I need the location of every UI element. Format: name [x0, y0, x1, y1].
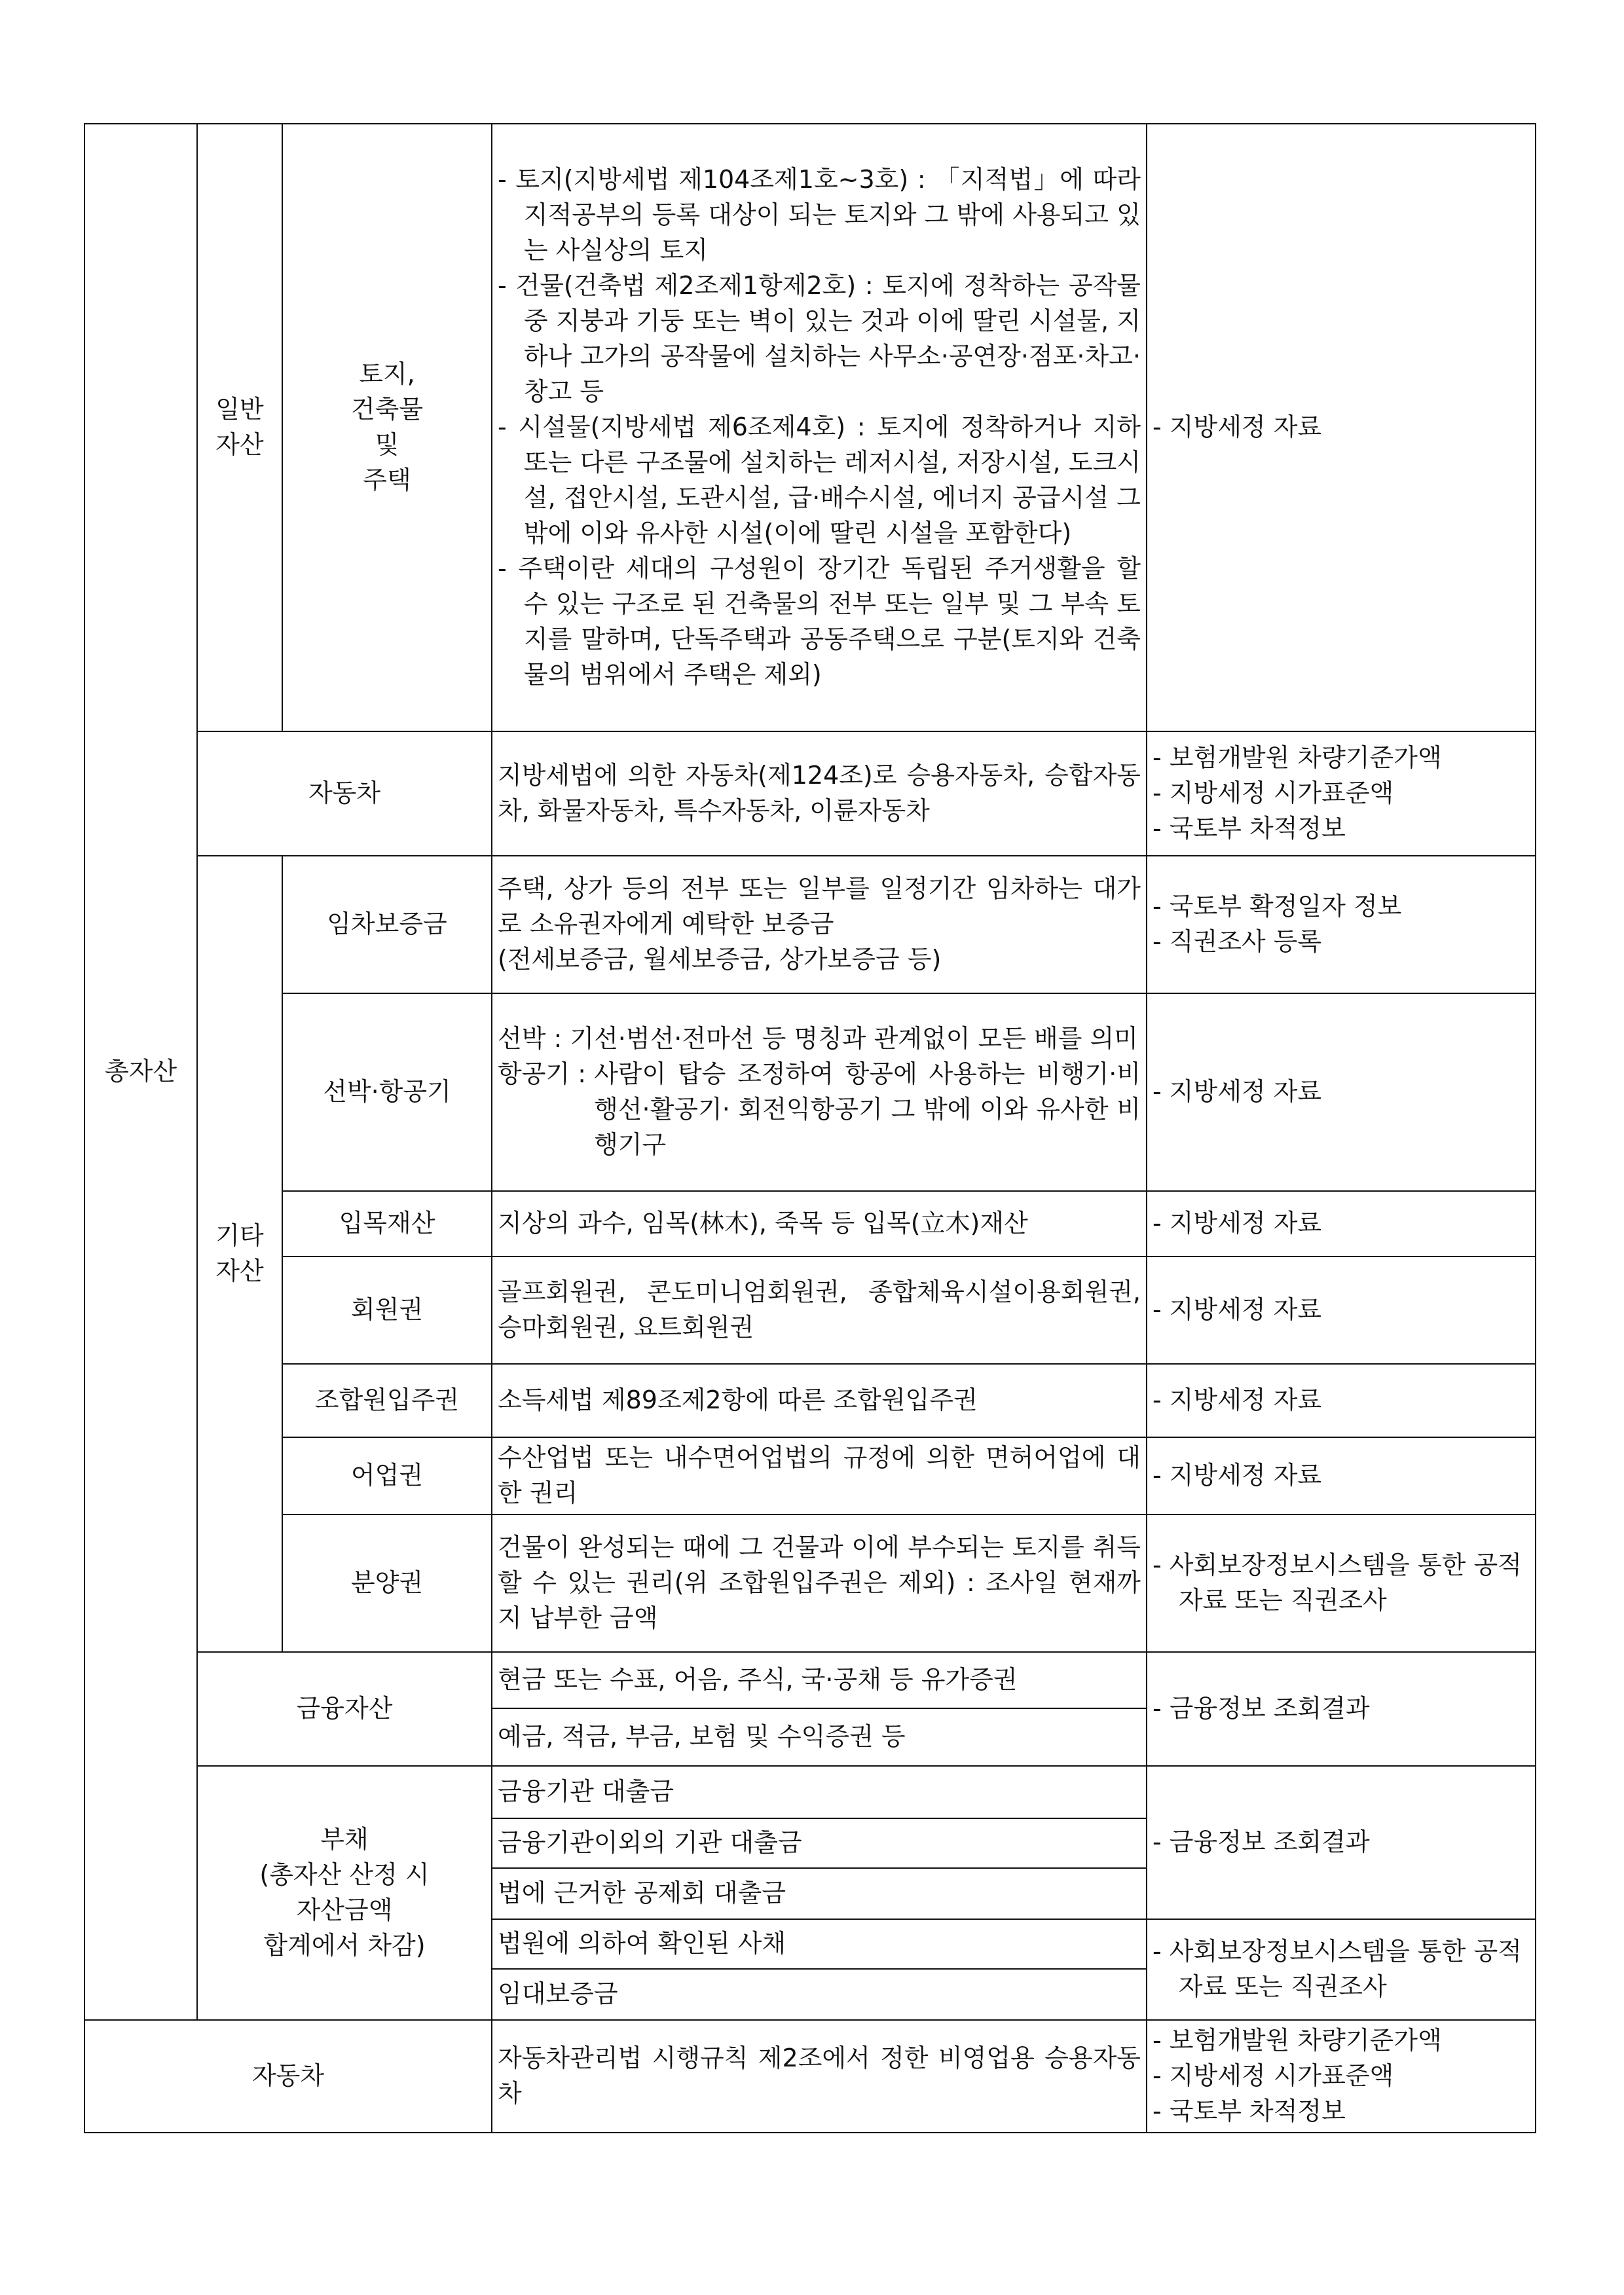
car-source-item: - 지방세정 시가표준액 [1153, 779, 1394, 808]
membership-desc: 골프회원권, 콘도미니엄회원권, 종합체육시설이용회원권, 승마회원권, 요트회원권 [492, 1257, 1147, 1364]
facility-bullet: - 시설물(지방세법 제6조제4호) : 토지에 정착하거나 지하 또는 다른 구조물에 설치하는 레저시설, 저장시설, 도크시설, 접안시설, 도관시설, 급·배수시설, 에너지 공급시설 그 밖에 이와 유사한 시설(이에 딸린 시설을 포함한다) [498, 413, 1141, 547]
asset-criteria-table [84, 123, 1536, 2133]
car-bottom-source-item: - 지방세정 시가표준액 [1153, 2061, 1394, 2090]
debt-source-financial: - 금융정보 조회결과 [1147, 1766, 1536, 1919]
debt-source-other [1147, 1919, 1536, 2020]
fishing-right-source: - 지방세정 자료 [1147, 1437, 1536, 1515]
car-bottom-label: 자동차 [84, 2020, 492, 2133]
other-assets-label [197, 856, 282, 1652]
car-source-item: - 보험개발원 차량기준가액 [1153, 743, 1442, 773]
deposit-source-item: - 국토부 확정일자 정보 [1153, 892, 1402, 921]
membership-source: - 지방세정 자료 [1147, 1257, 1536, 1364]
ship-aircraft-source: - 지방세정 자료 [1147, 993, 1536, 1191]
realestate-label [282, 124, 492, 731]
car-bottom-source-item: - 보험개발원 차량기준가액 [1153, 2025, 1442, 2055]
timber-label: 입목재산 [282, 1191, 492, 1257]
financial-label: 금융자산 [197, 1652, 492, 1766]
ship-term: 선박 : [498, 1024, 570, 1054]
label-line: 자산금액 [296, 1895, 393, 1924]
car-bottom-desc: 자동차관리법 시행규칙 제2조에서 정한 비영업용 승용자동차 [492, 2020, 1147, 2133]
building-bullet: - 건물(건축법 제2조제1항제2호) : 토지에 정착하는 공작물 중 지붕과 기둥 또는 벽이 있는 것과 이에 딸린 시설물, 지하나 고가의 공작물에 설치하는 사무소·공연장·점포·차고·창고 등 [498, 271, 1141, 407]
debt-source-other-text: - 사회보장정보시스템을 통한 공적자료 또는 직권조사 [1153, 1936, 1522, 2001]
financial-source: - 금융정보 조회결과 [1147, 1652, 1536, 1766]
deposit-label: 임차보증금 [282, 856, 492, 993]
label-line: 및 [375, 430, 399, 459]
aircraft-term: 항공기 : [498, 1059, 595, 1089]
ship-aircraft-label: 선박·항공기 [282, 993, 492, 1191]
presale-right-source [1147, 1515, 1536, 1652]
timber-desc: 지상의 과수, 임목(林木), 죽목 등 입목(立木)재산 [492, 1191, 1147, 1257]
presale-right-desc: 건물이 완성되는 때에 그 건물과 이에 부수되는 토지를 취득할 수 있는 권리(위 조합원입주권은 제외) : 조사일 현재까지 납부한 금액 [492, 1515, 1147, 1652]
deposit-sources [1147, 856, 1536, 993]
general-assets-label [197, 124, 282, 731]
union-right-desc: 소득세법 제89조제2항에 따른 조합원입주권 [492, 1364, 1147, 1437]
deposit-desc-line: (전세보증금, 월세보증금, 상가보증금 등) [498, 944, 942, 974]
label-line: 부채 [320, 1825, 369, 1854]
total-assets-label: 총자산 [84, 124, 197, 2020]
debt-row: 금융기관이외의 기관 대출금 [492, 1818, 1147, 1868]
label-line: 토지, [359, 359, 415, 389]
debt-row: 금융기관 대출금 [492, 1766, 1147, 1818]
fishing-right-label: 어업권 [282, 1437, 492, 1515]
debt-row: 법원에 의하여 확인된 사채 [492, 1919, 1147, 1969]
realestate-source: - 지방세정 자료 [1147, 124, 1536, 731]
ship-desc: 기선·범선·전마선 등 명칭과 관계없이 모든 배를 의미 [570, 1024, 1138, 1054]
deposit-desc-line: 주택, 상가 등의 전부 또는 일부를 일정기간 임차하는 대가로 소유권자에게 예탁한 보증금 [498, 874, 1141, 939]
label-line: 자산 [215, 1256, 264, 1285]
debt-label [197, 1766, 492, 2020]
debt-row: 임대보증금 [492, 1969, 1147, 2020]
land-bullet: - 토지(지방세법 제104조제1호~3호) : 「지적법」에 따라 지적공부의 등록 대상이 되는 토지와 그 밖에 사용되고 있는 사실상의 토지 [498, 165, 1141, 265]
housing-bullet: - 주택이란 세대의 구성원이 장기간 독립된 주거생활을 할 수 있는 구조로 된 건축물의 전부 또는 일부 및 그 부속 토지를 말하며, 단독주택과 공동주택으로 구분(토지와 건축물의 범위에서 주택은 제외) [498, 553, 1141, 689]
membership-label: 회원권 [282, 1257, 492, 1364]
deposit-source-item: - 직권조사 등록 [1153, 927, 1322, 956]
financial-row: 현금 또는 수표, 어음, 주식, 국·공채 등 유가증권 [492, 1652, 1147, 1708]
label-line: 기타 [215, 1221, 264, 1250]
union-right-label: 조합원입주권 [282, 1364, 492, 1437]
car-source-item: - 국토부 차적정보 [1153, 813, 1346, 843]
union-right-source: - 지방세정 자료 [1147, 1364, 1536, 1437]
label-line: 자산 [215, 430, 264, 459]
label-line: 일반 [215, 395, 264, 424]
ship-definition [498, 1021, 1141, 1057]
label-line: 건축물 [350, 395, 424, 424]
presale-right-source-text: - 사회보장정보시스템을 통한 공적자료 또는 직권조사 [1153, 1550, 1522, 1615]
fishing-right-desc: 수산업법 또는 내수면어업법의 규정에 의한 면허어업에 대한 권리 [492, 1437, 1147, 1515]
aircraft-definition [498, 1057, 1141, 1163]
car-bottom-sources [1147, 2020, 1536, 2133]
financial-row: 예금, 적금, 부금, 보험 및 수익증권 등 [492, 1708, 1147, 1766]
aircraft-desc: 사람이 탑승 조정하여 항공에 사용하는 비행기·비행선·활공기· 회전익항공기 그 밖에 이와 유사한 비행기구 [594, 1059, 1141, 1159]
realestate-desc [492, 124, 1147, 731]
timber-source: - 지방세정 자료 [1147, 1191, 1536, 1257]
car-label: 자동차 [197, 731, 492, 856]
ship-aircraft-desc [492, 993, 1147, 1191]
label-line: (총자산 산정 시 [259, 1860, 430, 1889]
presale-right-label: 분양권 [282, 1515, 492, 1652]
car-desc: 지방세법에 의한 자동차(제124조)로 승용자동차, 승합자동차, 화물자동차, 특수자동차, 이륜자동차 [492, 731, 1147, 856]
deposit-desc [492, 856, 1147, 993]
car-sources [1147, 731, 1536, 856]
debt-row: 법에 근거한 공제회 대출금 [492, 1868, 1147, 1919]
label-line: 합계에서 차감) [263, 1930, 426, 1960]
car-bottom-source-item: - 국토부 차적정보 [1153, 2096, 1346, 2125]
label-line: 주택 [363, 465, 411, 494]
